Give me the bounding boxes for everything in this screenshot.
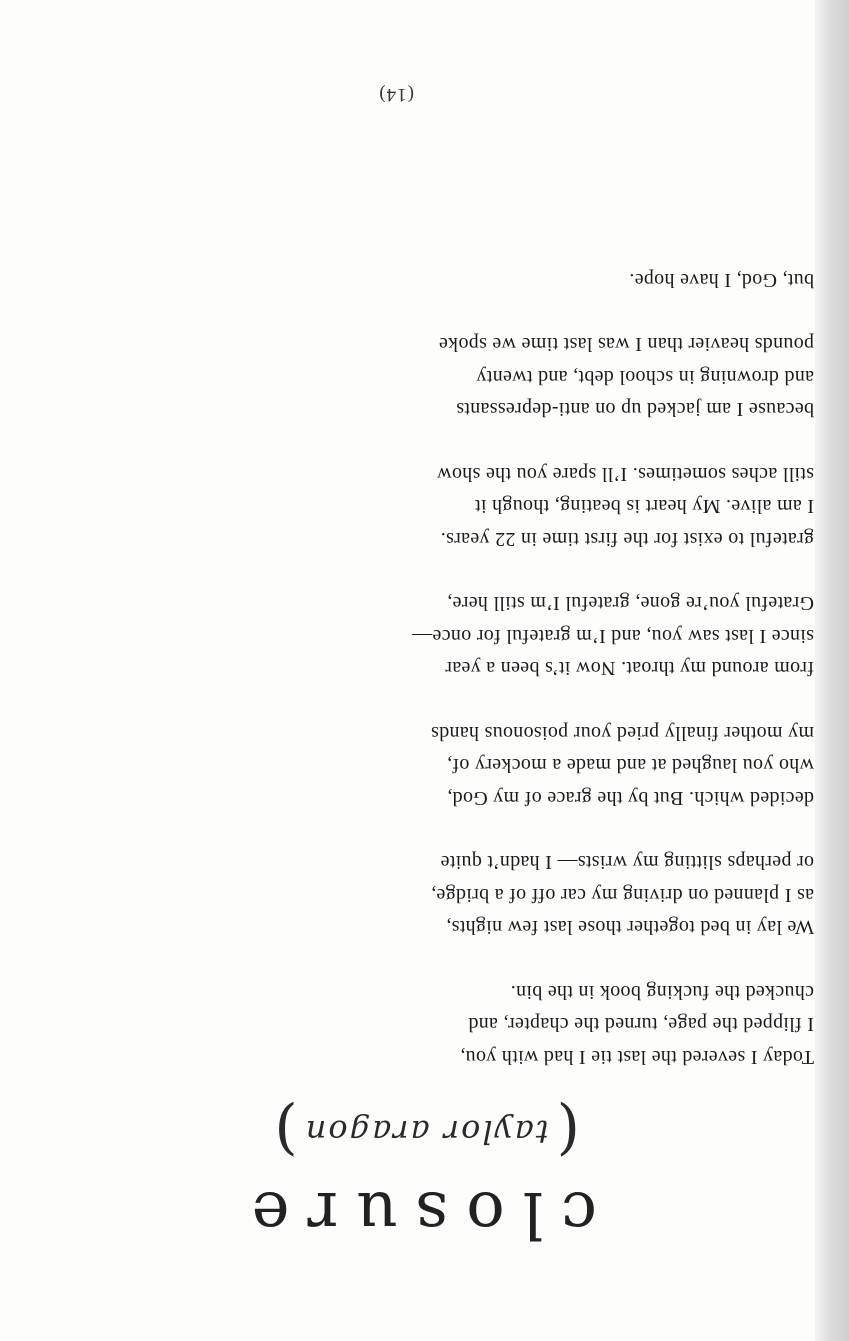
stanza [0,328,814,426]
poem-line: Today I severed the last tie I had with you, [460,1046,814,1068]
poem-body [0,232,814,1074]
poem-line: Grateful you’re gone, grateful I’m still here, [447,592,814,615]
poem-line: as I planned on driving my car off of a bridge, [430,884,814,906]
stanza [0,846,814,944]
poem-line: since I last saw you, and I’m grateful for once— [411,625,814,647]
poem-line: pounds heavier than I was last time we spoke [438,333,814,356]
stanza [0,976,814,1074]
poem-line: from around my throat. Now it’s been a year [445,657,814,680]
poem-line: because I am jacked up on anti-depressants [455,398,814,421]
poem-line: my mother finally pried your poisonous hands [430,722,814,744]
stanza [0,587,814,685]
poem-author [272,1096,580,1166]
poem-line: chucked the fucking book in the bin. [510,981,814,1003]
author-open-paren: ( [554,1096,580,1166]
stanza [0,717,814,815]
poem-line: decided which. But by the grace of my God, [447,787,814,809]
poem-line: and drowning in school debt, and twenty [476,366,814,388]
poem-line: still aches sometimes. I’ll spare you the show [436,463,814,485]
poem-line: or perhaps slitting my wrists— I hadn’t quite [440,851,814,874]
poem-line: I am alive. My heart is beating, though it [474,495,814,518]
stanza [0,458,814,556]
author-name: taylor aragon [303,1113,549,1151]
poem-line: grateful to exist for the first time in 22 years. [440,528,814,550]
poem-line: who you laughed at and made a mockery of, [446,754,814,777]
poem-line: I flipped the page, turned the chapter, and [468,1013,814,1036]
poem-line: We lay in bed together those last few nights, [446,916,814,939]
page-number: (14) [378,84,414,105]
stanza [0,264,814,297]
author-close-paren: ) [272,1096,298,1166]
poem-line: but, God, I have hope. [629,269,814,291]
poem-title: closure [233,1177,597,1251]
